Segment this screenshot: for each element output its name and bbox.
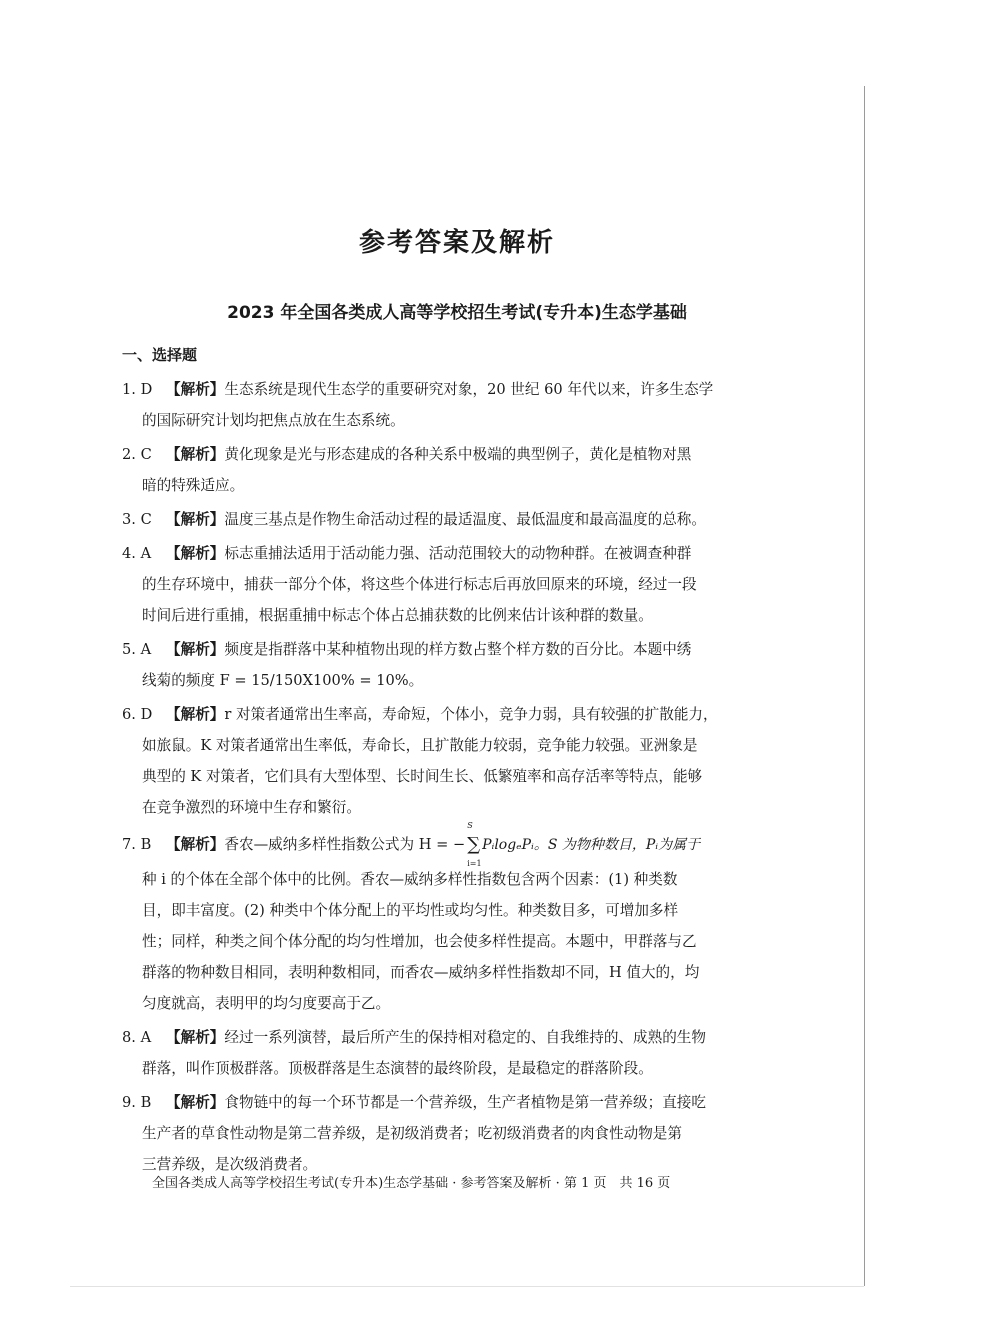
question-line (122, 439, 772, 470)
answer-text: 匀度就高，表明甲的均匀度要高于乙。 (142, 995, 391, 1012)
answer-text: 在竞争激烈的环境中生存和繁衍。 (142, 799, 361, 816)
answer-text: 暗的特殊适应。 (142, 477, 245, 494)
page-title: 参考答案及解析 (358, 228, 555, 258)
question-3 (122, 504, 772, 535)
question-line (122, 699, 772, 730)
answer-text: 香农—威纳多样性指数公式为 H = − (224, 836, 466, 853)
analysis-tag: 【解析】 (166, 446, 225, 463)
question-7 (122, 821, 772, 1019)
question-line (122, 504, 772, 535)
summation-upper-limit: S (467, 821, 473, 830)
answer-text: 时间后进行重捕，根据重捕中标志个体占总捕获数的比例来估计该种群的数量。 (142, 607, 653, 624)
answer-text: 如旅鼠。K 对策者通常出生率低，寿命长，且扩散能力较弱，竞争能力较强。亚洲象是 (142, 737, 698, 754)
analysis-tag: 【解析】 (166, 836, 225, 853)
question-list (122, 374, 772, 1183)
question-8 (122, 1022, 772, 1084)
analysis-tag: 【解析】 (166, 511, 225, 528)
answer-text: 生产者的草食性动物是第二营养级，是初级消费者；吃初级消费者的肉食性动物是第 (142, 1125, 682, 1142)
answer-text: 种 i 的个体在全部个体中的比例。香农—威纳多样性指数包含两个因素：(1) 种类数 (142, 871, 678, 888)
question-1 (122, 374, 772, 436)
answer-text: 群落的物种数目相同，表明种数相同，而香农—威纳多样性指数却不同，H 值大的，均 (142, 964, 700, 981)
answer-text: 典型的 K 对策者，它们具有大型体型、长时间生长、低繁殖率和高存活率等特点，能够 (142, 768, 703, 785)
formula-text: PᵢlogₑPᵢ。S 为物种数目，Pᵢ为属于 (482, 837, 701, 853)
answer-number: 3. C (122, 511, 152, 528)
question-line (122, 634, 772, 665)
answer-number: 8. A (122, 1029, 152, 1046)
question-9 (122, 1087, 772, 1180)
analysis-tag: 【解析】 (166, 545, 225, 562)
answer-number: 9. B (122, 1094, 152, 1111)
page-edge-horizontal (70, 1286, 864, 1287)
answer-text: 温度三基点是作物生命活动过程的最适温度、最低温度和最高温度的总称。 (224, 511, 706, 528)
answer-text: 的国际研究计划均把焦点放在生态系统。 (142, 412, 405, 429)
analysis-tag: 【解析】 (166, 381, 225, 398)
answer-number: 4. A (122, 545, 152, 562)
answer-text: 性；同样，种类之间个体分配的均匀性增加，也会使多样性提高。本题中，甲群落与乙 (142, 933, 697, 950)
answer-text: 三营养级，是次级消费者。 (142, 1156, 318, 1173)
page-footer: 全国各类成人高等学校招生考试(专升本)生态学基础 · 参考答案及解析 · 第 1 页 共 16 页 (152, 1176, 671, 1191)
question-6 (122, 699, 772, 823)
question-2 (122, 439, 772, 501)
question-5 (122, 634, 772, 696)
answer-text: 群落，叫作顶极群落。顶极群落是生态演替的最终阶段，是最稳定的群落阶段。 (142, 1060, 653, 1077)
answer-text: 食物链中的每一个环节都是一个营养级，生产者植物是第一营养级；直接吃 (224, 1094, 706, 1111)
exam-subtitle: 2023 年全国各类成人高等学校招生考试(专升本)生态学基础 (227, 303, 687, 323)
answer-number: 5. A (122, 641, 152, 658)
answer-number: 1. D (122, 381, 153, 398)
question-line (122, 538, 772, 569)
question-4 (122, 538, 772, 631)
answer-text: 目，即丰富度。(2) 种类中个体分配上的平均性或均匀性。种类数目多，可增加多样 (142, 902, 679, 919)
answer-number: 6. D (122, 706, 153, 723)
answer-text: 线菊的频度 F = 15/150X100% = 10%。 (142, 672, 424, 689)
answer-text: 生态系统是现代生态学的重要研究对象，20 世纪 60 年代以来，许多生态学 (224, 381, 714, 398)
summation-symbol: ∑ S i=1 (467, 821, 482, 868)
answer-text: 标志重捕法适用于活动能力强、活动范围较大的动物种群。在被调查种群 (224, 545, 692, 562)
answer-text: 的生存环境中，捕获一部分个体，将这些个体进行标志后再放回原来的环境，经过一段 (142, 576, 697, 593)
page-edge-vertical (864, 86, 865, 1286)
analysis-tag: 【解析】 (166, 641, 225, 658)
question-line (122, 1087, 772, 1118)
summation-lower-limit: i=1 (467, 859, 482, 868)
answer-text: 黄化现象是光与形态建成的各种关系中极端的典型例子，黄化是植物对黑 (224, 446, 692, 463)
section-heading: 一、选择题 (122, 346, 198, 364)
answer-text: 频度是指群落中某种植物出现的样方数占整个样方数的百分比。本题中绣 (224, 641, 692, 658)
analysis-tag: 【解析】 (166, 1029, 225, 1046)
question-line (122, 1022, 772, 1053)
question-line (122, 821, 772, 868)
question-line (122, 374, 772, 405)
answer-text: 经过一系列演替，最后所产生的保持相对稳定的、自我维持的、成熟的生物 (224, 1029, 706, 1046)
answer-number: 7. B (122, 836, 152, 853)
analysis-tag: 【解析】 (166, 1094, 225, 1111)
answer-text: r 对策者通常出生率高，寿命短，个体小，竞争力弱，具有较强的扩散能力， (224, 706, 718, 723)
answer-number: 2. C (122, 446, 152, 463)
analysis-tag: 【解析】 (166, 706, 225, 723)
